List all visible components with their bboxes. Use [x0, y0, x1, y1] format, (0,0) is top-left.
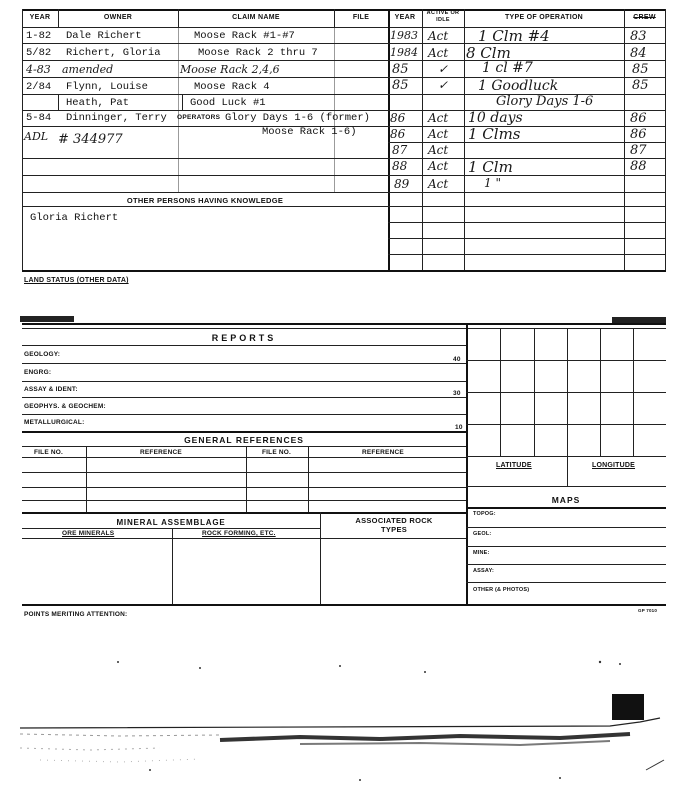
rock-forming-header: ROCK FORMING, ETC. [202, 530, 276, 537]
op-type: Glory Days 1-6 [496, 94, 594, 109]
header-year: YEAR [29, 14, 51, 21]
op-status: ✓ [438, 62, 449, 76]
map-row-label: GEOL: [473, 531, 492, 537]
op-status: Act [428, 177, 449, 191]
general-references-title: GENERAL REFERENCES [184, 435, 304, 445]
report-label: ENGRG: [24, 369, 52, 376]
header-year-2: YEAR [394, 14, 416, 21]
map-row-label: OTHER (& PHOTOS) [473, 587, 530, 593]
row-adl-handwritten: ADL [24, 130, 49, 143]
header-file: FILE [352, 14, 370, 21]
scan-smudge [20, 316, 74, 322]
op-year: 85 [392, 78, 409, 93]
op-crew: 86 [630, 111, 647, 126]
op-type: 1 " [484, 176, 501, 190]
op-type: 1 Goodluck [478, 78, 559, 94]
mineral-assemblage-title: MINERAL ASSEMBLAGE [116, 518, 226, 527]
op-crew: 88 [630, 159, 647, 174]
op-status: Act [428, 111, 449, 125]
op-status: Act [428, 143, 449, 157]
report-num: 10 [455, 424, 463, 431]
op-crew: 87 [630, 143, 647, 158]
row-claim: Moose Rack #1-#7 [194, 30, 295, 42]
row-owner-handwritten: amended [62, 63, 114, 76]
row-owner: Dinninger, Terry [66, 112, 167, 124]
op-type: 8 Clm [466, 44, 511, 62]
operators-label: OPERATORS [177, 114, 221, 121]
op-year: 1983 [390, 29, 418, 42]
other-persons-header: OTHER PERSONS HAVING KNOWLEDGE [126, 196, 284, 205]
op-year: 86 [390, 111, 406, 125]
op-crew: 84 [630, 46, 647, 61]
row-adl-number-handwritten: # 344977 [58, 132, 123, 147]
report-label: GEOLOGY: [24, 351, 61, 358]
op-crew: 83 [630, 29, 647, 44]
row-year: 1-82 [26, 30, 52, 42]
reference-header: REFERENCE [140, 449, 182, 456]
op-year: 88 [392, 159, 408, 173]
other-persons-value: Gloria Richert [30, 212, 119, 224]
row-owner: Flynn, Louise [66, 81, 148, 93]
map-row-label: TOPOG: [473, 511, 496, 517]
row-claim: Moose Rack 1-6) [262, 126, 357, 138]
op-crew: 85 [632, 62, 649, 77]
ore-minerals-header: ORE MINERALS [62, 530, 115, 537]
op-status: ✓ [438, 78, 449, 92]
land-status-label: LAND STATUS (OTHER DATA) [24, 277, 129, 284]
row-year: 5/82 [26, 47, 52, 59]
op-type: 1 Clm [468, 158, 513, 176]
header-type-of-operation: TYPE OF OPERATION [504, 14, 584, 21]
op-status: Act [428, 46, 449, 60]
header-claim-name: CLAIM NAME [232, 14, 280, 21]
op-year: 87 [392, 143, 408, 157]
op-status: Act [428, 159, 449, 173]
latitude-label: LATITUDE [496, 462, 532, 469]
op-type: 1 Clms [468, 125, 521, 143]
op-crew: 86 [630, 127, 647, 142]
row-claim-handwritten: Moose Rack 2,4,6 [180, 63, 280, 76]
op-status: Act [428, 127, 449, 141]
row-year-handwritten: 4-83 [26, 63, 51, 76]
maps-title: MAPS [551, 495, 581, 505]
report-label: ASSAY & IDENT: [24, 386, 78, 393]
row-owner: Dale Richert [66, 30, 142, 42]
op-year: 1984 [390, 46, 418, 59]
header-owner: OWNER [103, 14, 133, 21]
points-meriting-label: POINTS MERITING ATTENTION: [24, 611, 128, 618]
op-crew: 85 [632, 78, 649, 93]
reference-header: REFERENCE [362, 449, 404, 456]
longitude-label: LONGITUDE [592, 462, 636, 469]
op-year: 86 [390, 127, 406, 141]
map-row-label: MINE: [473, 550, 490, 556]
scan-noise [0, 640, 678, 810]
file-no-header: FILE NO. [262, 449, 292, 456]
row-owner: Richert, Gloria [66, 47, 161, 59]
report-label: METALLURGICAL: [24, 419, 85, 426]
form-code: GP 7010 [638, 608, 658, 613]
reports-title: REPORTS [211, 333, 277, 343]
associated-rock-types-title: ASSOCIATED ROCK TYPES [355, 516, 433, 534]
op-type: 1 cl #7 [482, 60, 533, 76]
header-active-idle: ACTIVE OR IDLE [426, 10, 460, 23]
row-claim: Glory Days 1-6 (former) [225, 112, 370, 124]
op-year: 85 [392, 62, 409, 77]
row-year: 5-84 [26, 112, 52, 124]
report-label: GEOPHYS. & GEOCHEM: [24, 403, 106, 410]
op-year: 89 [394, 177, 410, 191]
row-year: 2/84 [26, 81, 52, 93]
file-no-header: FILE NO. [34, 449, 64, 456]
op-status: Act [428, 29, 449, 43]
op-type: 10 days [468, 110, 523, 126]
header-crew: CREW [633, 14, 656, 21]
row-claim: Moose Rack 4 [194, 81, 270, 93]
report-num: 40 [453, 356, 461, 363]
report-num: 30 [453, 390, 461, 397]
op-type: 1 Clm #4 [478, 27, 550, 45]
row-owner: Heath, Pat [66, 97, 130, 109]
row-claim: Good Luck #1 [190, 97, 266, 109]
map-row-label: ASSAY: [473, 568, 495, 574]
row-claim: Moose Rack 2 thru 7 [198, 47, 318, 59]
